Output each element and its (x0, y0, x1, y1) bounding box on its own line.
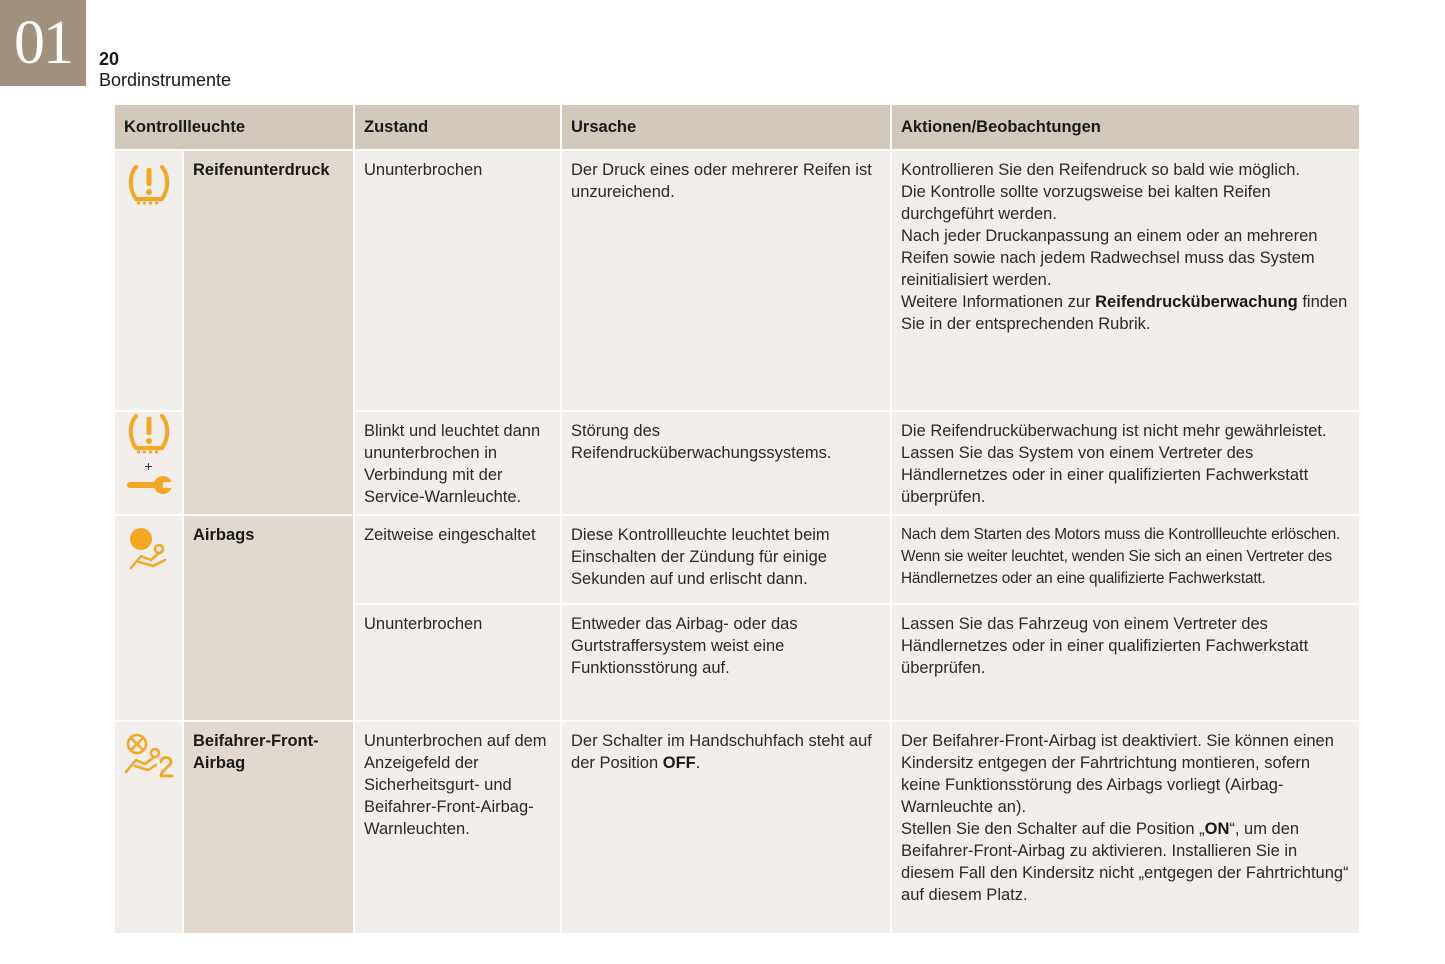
table-row (114, 150, 1360, 411)
column-header-actions: Aktionen/Beobachtungen (891, 104, 1360, 150)
action-cell: Lassen Sie das Fahrzeug von einem Vertreter des Händlernetzes oder in einer qualifizierten Fachwerkstatt überprüfen. (891, 604, 1360, 721)
chapter-marker (0, 0, 86, 86)
action-line: Nach jeder Druckanpassung an einem oder an mehreren Reifen sowie nach jedem Radwechsel muss das System reinitialisiert werden. (901, 227, 1318, 289)
airbag-warning-icon (125, 526, 173, 572)
action-text: Stellen Sie den Schalter auf die Position „ (901, 820, 1205, 838)
passenger-airbag-off-icon (123, 732, 175, 778)
chapter-number: 01 (14, 9, 72, 77)
cause-cell: Diese Kontrollleuchte leuchtet beim Einschalten der Zündung für einige Sekunden auf und erlischt dann. (561, 515, 891, 604)
indicator-name-tire: Reifenunterdruck (183, 150, 354, 515)
warning-lights-table (113, 103, 1361, 935)
section-title: Bordinstrumente (99, 70, 232, 90)
action-line: Lassen Sie das System von einem Vertreter des Händlernetzes oder in einer qualifizierten Fachwerkstatt überprüfen. (901, 444, 1309, 506)
cause-emphasis: OFF (662, 754, 696, 772)
column-header-state: Zustand (354, 104, 561, 150)
state-cell: Ununterbrochen (354, 150, 561, 411)
action-line (901, 818, 1350, 906)
action-cell (891, 150, 1360, 411)
action-cell (891, 721, 1360, 934)
page-number: 20 (99, 49, 120, 69)
action-text: finden Sie in der entsprechenden Rubrik. (901, 293, 1348, 333)
column-header-cause: Ursache (561, 104, 891, 150)
plus-sign: + (144, 458, 153, 474)
action-text: “, um den Beifahrer-Front-Airbag zu aktivieren. Installieren Sie in diesem Fall den Kindersitz nicht „entgegen der Fahrtrichtung“ auf diesem Platz. (901, 820, 1349, 904)
state-cell: Ununterbrochen (354, 604, 561, 721)
action-emphasis: ON (1204, 820, 1230, 838)
indicator-name-airbags: Airbags (183, 515, 354, 721)
tire-pressure-warning-icon (125, 161, 173, 209)
cause-text: Der Schalter im Handschuhfach steht auf der Position (571, 732, 872, 772)
action-line: Die Kontrolle sollte vorzugsweise bei kalten Reifen durchgeführt werden. (901, 183, 1271, 223)
action-cell (891, 411, 1360, 515)
indicator-name-passenger-airbag: Beifahrer-Front-Airbag (183, 721, 354, 934)
action-line: Kontrollieren Sie den Reifendruck so bald wie möglich. (901, 161, 1300, 179)
action-line: Wenn sie weiter leuchtet, wenden Sie sich an einen Vertreter des Händlernetzes oder an eine qualifizierte Fachwerkstatt. (901, 548, 1332, 587)
cause-cell: Entweder das Airbag- oder das Gurtstraffersystem weist eine Funktionsstörung auf. (561, 604, 891, 721)
indicator-icon-cell (114, 411, 183, 515)
indicator-icon-cell (114, 721, 183, 934)
indicator-icon-cell (114, 515, 183, 721)
indicator-icon-cell (114, 150, 183, 411)
table-row (114, 721, 1360, 934)
action-line (901, 291, 1350, 335)
table-row (114, 515, 1360, 604)
cause-cell (561, 721, 891, 934)
state-cell: Zeitweise eingeschaltet (354, 515, 561, 604)
cause-text: . (695, 754, 701, 772)
state-cell: Blinkt und leuchtet dann ununterbrochen in Verbindung mit der Service-Warnleuchte. (354, 411, 561, 515)
wrench-service-icon (125, 474, 173, 496)
action-line: Der Beifahrer-Front-Airbag ist deaktiviert. Sie können einen Kindersitz entgegen der Fahrtrichtung montieren, sofern keine Funktionsstörung des Airbags vorliegt (Airbag-Warnleuchte an). (901, 732, 1334, 816)
action-emphasis: Reifendrucküberwachung (1095, 293, 1298, 311)
table-header-row (114, 104, 1360, 150)
state-cell: Ununterbrochen auf dem Anzeigefeld der Sicherheitsgurt- und Beifahrer-Front-Airbag-Warnleuchten. (354, 721, 561, 934)
action-line: Nach dem Starten des Motors muss die Kontrollleuchte erlöschen. (901, 526, 1341, 543)
cause-cell: Der Druck eines oder mehrerer Reifen ist unzureichend. (561, 150, 891, 411)
action-text: Weitere Informationen zur (901, 293, 1096, 311)
action-cell (891, 515, 1360, 604)
action-line: Die Reifendrucküberwachung ist nicht mehr gewährleistet. (901, 422, 1327, 440)
column-header-indicator: Kontrollleuchte (114, 104, 354, 150)
tire-pressure-warning-icon (125, 410, 173, 458)
cause-cell: Störung des Reifendrucküberwachungssystems. (561, 411, 891, 515)
